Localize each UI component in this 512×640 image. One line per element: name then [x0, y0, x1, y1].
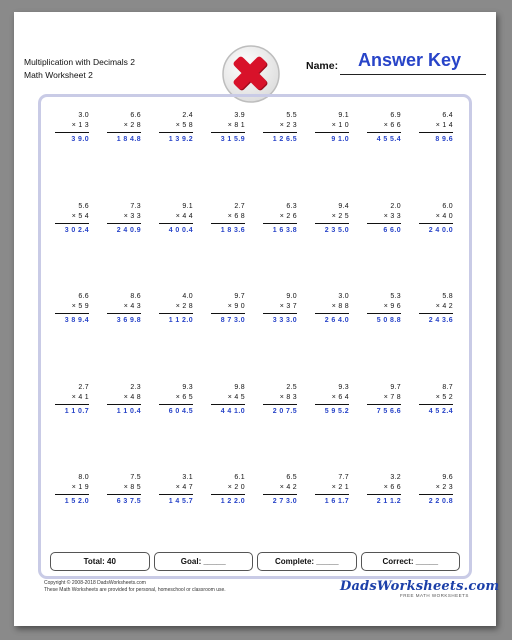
multiplier: × 6 4 — [331, 393, 349, 401]
multiplier: × 2 0 — [227, 484, 245, 491]
answer-rule — [419, 404, 453, 405]
multiplicand: 6.0 — [442, 202, 453, 210]
answer: 1 2 2.0 — [220, 498, 245, 505]
problem-box — [263, 202, 297, 293]
multiplier: × 2 3 — [435, 484, 453, 491]
answer-rule — [263, 132, 297, 133]
multiplicand: 9.8 — [234, 383, 245, 391]
multiplier: × 6 8 — [227, 212, 245, 220]
answer-rule — [419, 223, 453, 224]
answer: 5 9 5.2 — [324, 407, 349, 415]
answer-rule — [263, 223, 297, 224]
answer-rule — [55, 404, 89, 405]
multiplier: × 4 2 — [435, 303, 453, 310]
problem-33 — [46, 473, 98, 564]
multiplier: × 3 3 — [123, 212, 141, 220]
brand-tagline: FREE MATH WORKSHEETS — [400, 593, 469, 598]
answer-rule — [107, 132, 141, 133]
answer: 1 3 9.2 — [168, 136, 193, 143]
multiplier: × 4 2 — [279, 484, 297, 491]
answer-rule — [315, 404, 349, 405]
problem-20 — [202, 292, 254, 383]
problem-36 — [202, 473, 254, 564]
problem-22 — [306, 292, 358, 383]
multiplier: × 9 6 — [383, 303, 401, 310]
answer-rule — [159, 313, 193, 314]
problem-box — [367, 473, 401, 564]
problem-5 — [254, 111, 306, 202]
problem-box — [159, 111, 193, 202]
answer-rule — [55, 223, 89, 224]
problem-box — [263, 473, 297, 564]
multiplicand: 8.0 — [78, 474, 89, 481]
answer-rule — [107, 494, 141, 495]
answer: 1 2 6.5 — [272, 136, 297, 143]
multiplicand: 9.4 — [338, 202, 349, 210]
problem-40 — [410, 473, 462, 564]
problem-box — [159, 292, 193, 383]
multiplicand: 3.9 — [234, 112, 245, 119]
problem-box — [211, 473, 245, 564]
answer: 2 0 7.5 — [272, 407, 297, 415]
answer-rule — [211, 132, 245, 133]
problem-box — [419, 202, 453, 293]
answer: 1 6 3.8 — [272, 226, 297, 234]
problem-9 — [46, 202, 98, 293]
problem-34 — [98, 473, 150, 564]
problem-box — [315, 473, 349, 564]
answer: 9 1.0 — [331, 136, 349, 143]
answer-rule — [211, 494, 245, 495]
answer: 1 1 0.4 — [116, 407, 141, 415]
answer-rule — [419, 494, 453, 495]
multiplicand: 2.3 — [130, 383, 141, 391]
answer-rule — [159, 223, 193, 224]
answer-rule — [211, 313, 245, 314]
problem-28 — [202, 383, 254, 474]
problem-box — [107, 292, 141, 383]
problem-box — [55, 111, 89, 202]
multiplier: × 2 3 — [279, 122, 297, 129]
multiplicand: 3.2 — [390, 474, 401, 481]
answer-key-label: Answer Key — [358, 50, 462, 70]
multiplicand: 2.7 — [78, 383, 89, 391]
problem-17 — [46, 292, 98, 383]
answer: 2 6 4.0 — [324, 317, 349, 324]
problem-box — [55, 473, 89, 564]
problem-box — [263, 292, 297, 383]
problem-box — [315, 111, 349, 202]
multiplier: × 4 0 — [435, 212, 453, 220]
answer-rule — [367, 404, 401, 405]
problem-25 — [46, 383, 98, 474]
answer-rule — [263, 313, 297, 314]
multiplier: × 4 3 — [123, 303, 141, 310]
problem-box — [211, 383, 245, 474]
problem-16 — [410, 202, 462, 293]
problem-31 — [358, 383, 410, 474]
answer: 3 9.0 — [71, 136, 89, 143]
problem-3 — [150, 111, 202, 202]
problem-18 — [98, 292, 150, 383]
answer-rule — [107, 313, 141, 314]
multiplicand: 8.7 — [442, 383, 453, 391]
answer-rule — [55, 132, 89, 133]
multiplier: × 4 7 — [175, 484, 193, 491]
multiplier: × 8 8 — [331, 303, 349, 310]
problem-15 — [358, 202, 410, 293]
multiplicand: 6.6 — [78, 293, 89, 300]
answer-rule — [367, 223, 401, 224]
copyright-line: Copyright © 2008-2018 DadsWorksheets.com — [44, 580, 146, 586]
problem-7 — [358, 111, 410, 202]
answer-rule — [315, 223, 349, 224]
name-label: Name: — [306, 60, 339, 72]
correct-cell: Correct: _____ — [361, 552, 461, 571]
multiplier: × 4 4 — [175, 212, 193, 220]
problem-29 — [254, 383, 306, 474]
multiplicand: 5.3 — [390, 293, 401, 300]
answer: 6 6.0 — [383, 226, 401, 234]
multiplier: × 2 5 — [331, 212, 349, 220]
multiplier: × 8 3 — [279, 393, 297, 401]
multiplier: × 2 1 — [331, 484, 349, 491]
answer-rule — [263, 404, 297, 405]
multiplier: × 8 1 — [227, 122, 245, 129]
problem-24 — [410, 292, 462, 383]
problem-box — [159, 202, 193, 293]
problem-32 — [410, 383, 462, 474]
answer-rule — [263, 494, 297, 495]
problem-12 — [202, 202, 254, 293]
problem-box — [211, 292, 245, 383]
worksheet-header — [24, 56, 135, 82]
answer: 4 5 2.4 — [428, 407, 453, 415]
multiplicand: 9.0 — [286, 293, 297, 300]
problem-box — [107, 473, 141, 564]
problem-box — [107, 202, 141, 293]
multiplicand: 5.5 — [286, 112, 297, 119]
problem-box — [315, 202, 349, 293]
problem-box — [315, 383, 349, 474]
problem-4 — [202, 111, 254, 202]
multiplicand: 3.1 — [182, 474, 193, 481]
answer: 7 5 6.6 — [376, 407, 401, 415]
problem-box — [263, 111, 297, 202]
problem-box — [211, 111, 245, 202]
multiplicand: 7.3 — [130, 202, 141, 210]
answer: 2 1 1.2 — [376, 498, 401, 505]
problem-box — [419, 111, 453, 202]
worksheet-title: Multiplication with Decimals 2 — [24, 57, 136, 67]
problem-grid — [46, 111, 462, 564]
answer: 2 4 3.6 — [428, 317, 453, 324]
answer: 8 9.6 — [435, 136, 453, 143]
goal-cell: Goal: _____ — [154, 552, 254, 571]
answer-rule — [419, 313, 453, 314]
problem-13 — [254, 202, 306, 293]
problem-box — [107, 383, 141, 474]
multiplicand: 6.1 — [234, 474, 245, 481]
total-cell: Total: 40 — [50, 552, 150, 571]
name-field — [306, 50, 486, 76]
multiplier: × 2 8 — [175, 303, 193, 310]
answer-rule — [315, 494, 349, 495]
multiplier: × 1 9 — [71, 484, 89, 491]
problem-37 — [254, 473, 306, 564]
complete-cell: Complete: _____ — [257, 552, 357, 571]
problem-1 — [46, 111, 98, 202]
multiplicand: 2.5 — [286, 383, 297, 391]
problem-6 — [306, 111, 358, 202]
multiplicand: 9.7 — [390, 383, 401, 391]
multiplier: × 2 6 — [279, 212, 297, 220]
answer-rule — [55, 494, 89, 495]
multiplicand: 6.6 — [130, 112, 141, 119]
problem-box — [55, 292, 89, 383]
problem-30 — [306, 383, 358, 474]
multiplier: × 5 2 — [435, 393, 453, 401]
multiplicand: 4.0 — [182, 293, 193, 300]
problem-box — [367, 383, 401, 474]
multiplier: × 6 5 — [175, 393, 193, 401]
multiplier: × 4 1 — [71, 393, 89, 401]
answer: 1 4 5.7 — [168, 498, 193, 505]
multiplicand: 7.7 — [338, 474, 349, 481]
answer-rule — [367, 132, 401, 133]
answer-rule — [107, 404, 141, 405]
multiplier: × 7 8 — [383, 393, 401, 401]
multiplicand: 5.6 — [78, 202, 89, 210]
problem-19 — [150, 292, 202, 383]
multiplicand: 9.3 — [338, 383, 349, 391]
problem-box — [419, 473, 453, 564]
answer: 5 0 8.8 — [376, 317, 401, 324]
multiplicand: 5.8 — [442, 293, 453, 300]
multiplicand: 8.6 — [130, 293, 141, 300]
problem-box — [55, 383, 89, 474]
problem-box — [159, 383, 193, 474]
problem-39 — [358, 473, 410, 564]
answer-rule — [211, 404, 245, 405]
answer: 1 6 1.7 — [324, 498, 349, 505]
answer-rule — [419, 132, 453, 133]
brand-logo: DadsWorksheets.com — [340, 579, 500, 594]
multiplicand: 6.4 — [442, 112, 453, 119]
multiplier: × 5 9 — [71, 303, 89, 310]
answer-rule — [55, 313, 89, 314]
problem-box — [211, 202, 245, 293]
problem-box — [159, 473, 193, 564]
multiplier: × 1 0 — [331, 122, 349, 129]
answer: 1 5 2.0 — [64, 498, 89, 505]
answer-rule — [159, 132, 193, 133]
problem-2 — [98, 111, 150, 202]
multiplier: × 4 8 — [123, 393, 141, 401]
answer: 2 4 0.0 — [428, 226, 453, 234]
answer: 2 2 0.8 — [428, 498, 453, 505]
multiplicand: 9.6 — [442, 474, 453, 481]
multiplicand: 9.7 — [234, 293, 245, 300]
problem-box — [367, 111, 401, 202]
answer: 3 1 5.9 — [220, 136, 245, 143]
answer: 3 3 3.0 — [272, 317, 297, 324]
multiplicand: 6.9 — [390, 112, 401, 119]
multiplier: × 5 8 — [175, 122, 193, 129]
answer: 6 3 7.5 — [116, 498, 141, 505]
problem-38 — [306, 473, 358, 564]
answer: 3 8 9.4 — [64, 317, 89, 324]
multiplicand: 9.1 — [338, 112, 349, 119]
score-bar — [50, 552, 460, 571]
problem-box — [55, 202, 89, 293]
answer: 2 3 5.0 — [324, 226, 349, 234]
problem-box — [315, 292, 349, 383]
answer-rule — [315, 132, 349, 133]
answer: 3 6 9.8 — [116, 317, 141, 324]
problem-box — [107, 111, 141, 202]
answer: 6 0 4.5 — [168, 407, 193, 415]
problem-box — [367, 292, 401, 383]
problem-35 — [150, 473, 202, 564]
multiplier: × 5 4 — [71, 212, 89, 220]
usage-line: These Math Worksheets are provided for personal, homeschool or classroom use. — [44, 587, 226, 593]
multiplicand: 9.1 — [182, 202, 193, 210]
problem-10 — [98, 202, 150, 293]
copyright-notice — [44, 580, 226, 594]
answer: 1 1 0.7 — [64, 407, 89, 415]
answer: 3 0 2.4 — [64, 226, 89, 234]
answer-rule — [211, 223, 245, 224]
multiplicand: 7.5 — [130, 474, 141, 481]
answer: 1 8 4.8 — [116, 136, 141, 143]
problem-box — [419, 383, 453, 474]
problem-box — [263, 383, 297, 474]
multiplier: × 8 5 — [123, 484, 141, 491]
multiplier: × 4 5 — [227, 393, 245, 401]
problem-14 — [306, 202, 358, 293]
multiplicand: 2.4 — [182, 112, 193, 119]
multiplier: × 6 6 — [383, 122, 401, 129]
answer: 4 4 1.0 — [220, 407, 245, 415]
answer: 1 1 2.0 — [168, 317, 193, 324]
problem-11 — [150, 202, 202, 293]
multiplicand: 3.0 — [78, 112, 89, 119]
multiplier: × 2 8 — [123, 122, 141, 129]
problem-box — [367, 202, 401, 293]
answer-rule — [367, 313, 401, 314]
multiplier: × 6 6 — [383, 484, 401, 491]
multiplier: × 9 0 — [227, 303, 245, 310]
answer: 1 8 3.6 — [220, 226, 245, 234]
answer-rule — [159, 404, 193, 405]
problem-23 — [358, 292, 410, 383]
multiplicand: 2.7 — [234, 202, 245, 210]
multiplier: × 3 7 — [279, 303, 297, 310]
answer: 2 7 3.0 — [272, 498, 297, 505]
answer: 8 7 3.0 — [220, 317, 245, 324]
problem-21 — [254, 292, 306, 383]
problem-27 — [150, 383, 202, 474]
multiplicand: 6.3 — [286, 202, 297, 210]
answer-rule — [315, 313, 349, 314]
answer: 4 5 5.4 — [376, 136, 401, 143]
multiplicand: 2.0 — [390, 202, 401, 210]
problem-box — [419, 292, 453, 383]
worksheet-subtitle: Math Worksheet 2 — [24, 70, 93, 80]
multiplicand: 6.5 — [286, 474, 297, 481]
answer-rule — [107, 223, 141, 224]
multiplicand: 3.0 — [338, 293, 349, 300]
name-underline — [340, 74, 486, 75]
answer-rule — [367, 494, 401, 495]
multiplier: × 1 4 — [435, 122, 453, 129]
answer: 2 4 0.9 — [116, 226, 141, 234]
problem-8 — [410, 111, 462, 202]
multiplicand: 9.3 — [182, 383, 193, 391]
answer-rule — [159, 494, 193, 495]
multiplier: × 1 3 — [71, 122, 89, 129]
multiplier: × 3 3 — [383, 212, 401, 220]
answer: 4 0 0.4 — [168, 226, 193, 234]
problem-26 — [98, 383, 150, 474]
